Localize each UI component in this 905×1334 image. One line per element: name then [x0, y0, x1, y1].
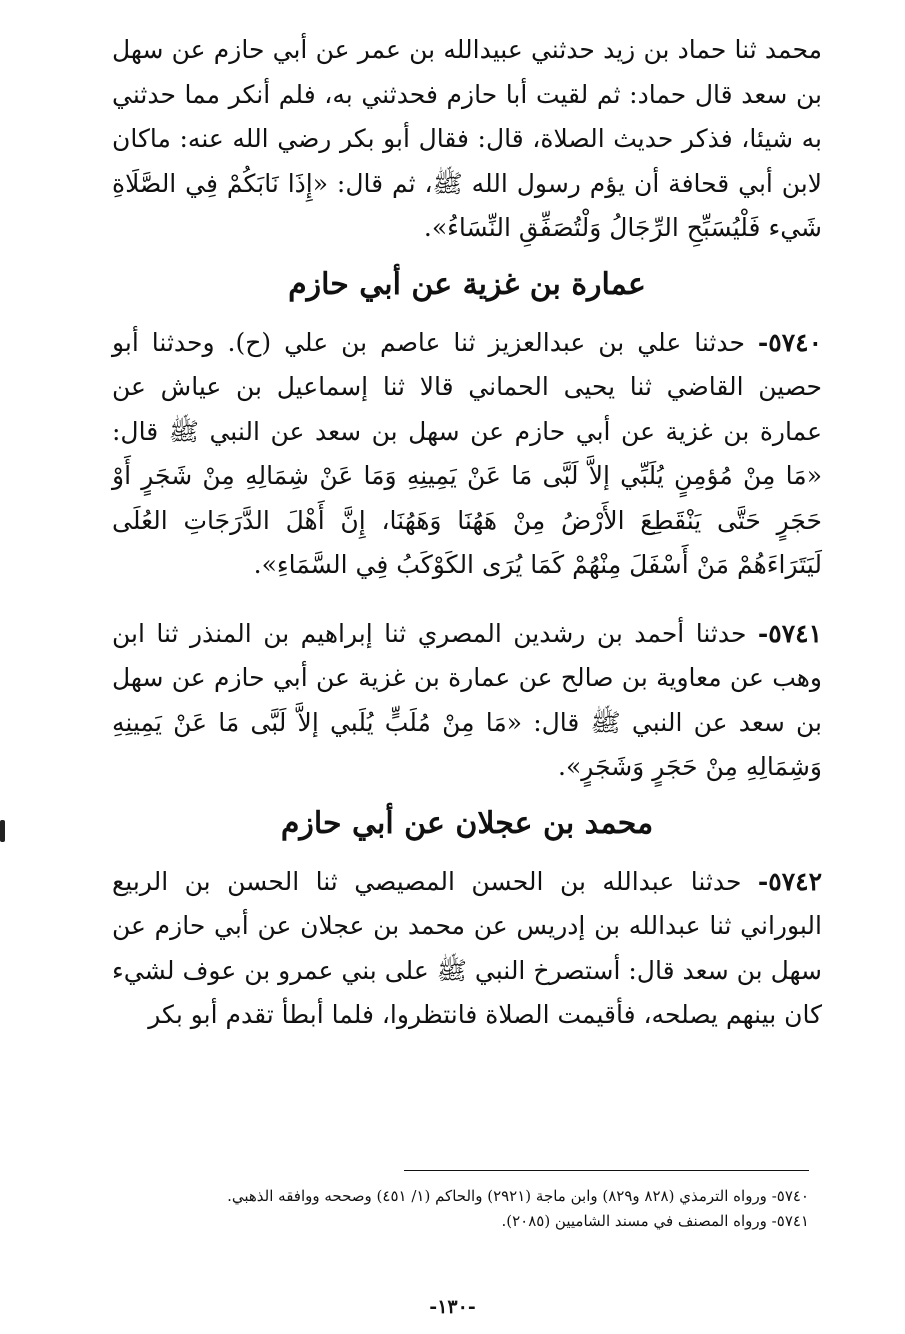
- hadith-5742: [112, 860, 822, 1038]
- hadith-text: حدثنا عبدالله بن الحسن المصيصي ثنا الحسن بن الربيع البوراني ثنا عبدالله بن إدريس عن محمد بن عجلان عن أبي حازم عن سهل بن سعد قال: أستصرخ النبي ﷺ على بني عمرو بن عوف لشيء كان بينهم يصلحه، فأقيمت الصلاة فانتظروا، فلما أبطأ تقدم أبو بكر: [112, 866, 822, 1029]
- page-body: [112, 28, 822, 1038]
- intro-paragraph: محمد ثنا حماد بن زيد حدثني عبيدالله بن عمر عن أبي حازم عن سهل بن سعد قال حماد: ثم لقيت أبا حازم فحدثني به، فلم أنكر مما حدثني به شيئا، فذكر حديث الصلاة، قال: فقال أبو بكر رضي الله عنه: ماكان لابن أبي قحافة أن يؤم رسول الله ﷺ، ثم قال: «إِذَا نَابَكُمْ فِي الصَّلَاةِ شَيء فَلْيُسَبِّحِ الرِّجَالُ وَلْتُصَفِّقِ النِّسَاءُ».: [112, 35, 822, 242]
- paragraph-gap: [112, 588, 822, 612]
- hadith-text: حدثنا علي بن عبدالعزيز ثنا عاصم بن علي (ح). وحدثنا أبو حصين القاضي ثنا يحيى الحماني قالا ثنا إسماعيل بن عياش عن عمارة بن غزية عن أبي حازم عن سهل بن سعد عن النبي ﷺ قال: «مَا مِنْ مُؤمِنٍ يُلَبِّي إلاَّ لَبَّى مَا عَنْ يَمِينِهِ وَمَا عَنْ شِمَالِهِ مِنْ شَجَرٍ أَوْ حَجَرٍ حَتَّى يَنْقَطِعَ الأَرْضُ مِنْ هَهُنَا وَهَهُنَا، إِنَّ أَهْلَ الدَّرَجَاتِ العُلَى لَيَتَرَاءَهُمْ مَنْ أَسْفَلَ مِنْهُمْ كَمَا يُرَى الكَوْكَبُ فِي السَّمَاءِ».: [112, 327, 822, 579]
- footnote-5740: ٥٧٤٠- ورواه الترمذي (٨٢٨ و٨٢٩) وابن ماجة (٢٩٢١) والحاكم (١/ ٤٥١) وصححه ووافقه الذهبي.: [227, 1187, 809, 1205]
- footnote-5741: ٥٧٤١- ورواه المصنف في مسند الشاميين (٢٠٨٥).: [501, 1212, 809, 1230]
- scan-margin-mark: [0, 820, 5, 842]
- hadith-number: ٥٧٤٢-: [757, 866, 822, 896]
- hadith-number: ٥٧٤١-: [757, 618, 822, 648]
- hadith-5740: [112, 321, 822, 588]
- hadith-text: حدثنا أحمد بن رشدين المصري ثنا إبراهيم بن المنذر ثنا ابن وهب عن معاوية بن صالح عن عمارة بن غزية عن أبي حازم عن سهل بن سعد عن النبي ﷺ قال: «مَا مِنْ مُلَبٍّ يُلَبي إلاَّ لَبَّى مَا عَنْ يَمِينِهِ وَشِمَالِهِ مِنْ حَجَرٍ وَشَجَرٍ».: [112, 618, 822, 781]
- page-number: -١٣٠-: [429, 1296, 476, 1318]
- footnotes: [149, 1184, 809, 1234]
- footnote-divider: [404, 1170, 809, 1171]
- section-title-umara: عمارة بن غزية عن أبي حازم: [288, 266, 646, 302]
- section-title-ibn-ajlan: محمد بن عجلان عن أبي حازم: [280, 805, 654, 841]
- hadith-5741: [112, 612, 822, 790]
- hadith-number: ٥٧٤٠-: [757, 327, 823, 357]
